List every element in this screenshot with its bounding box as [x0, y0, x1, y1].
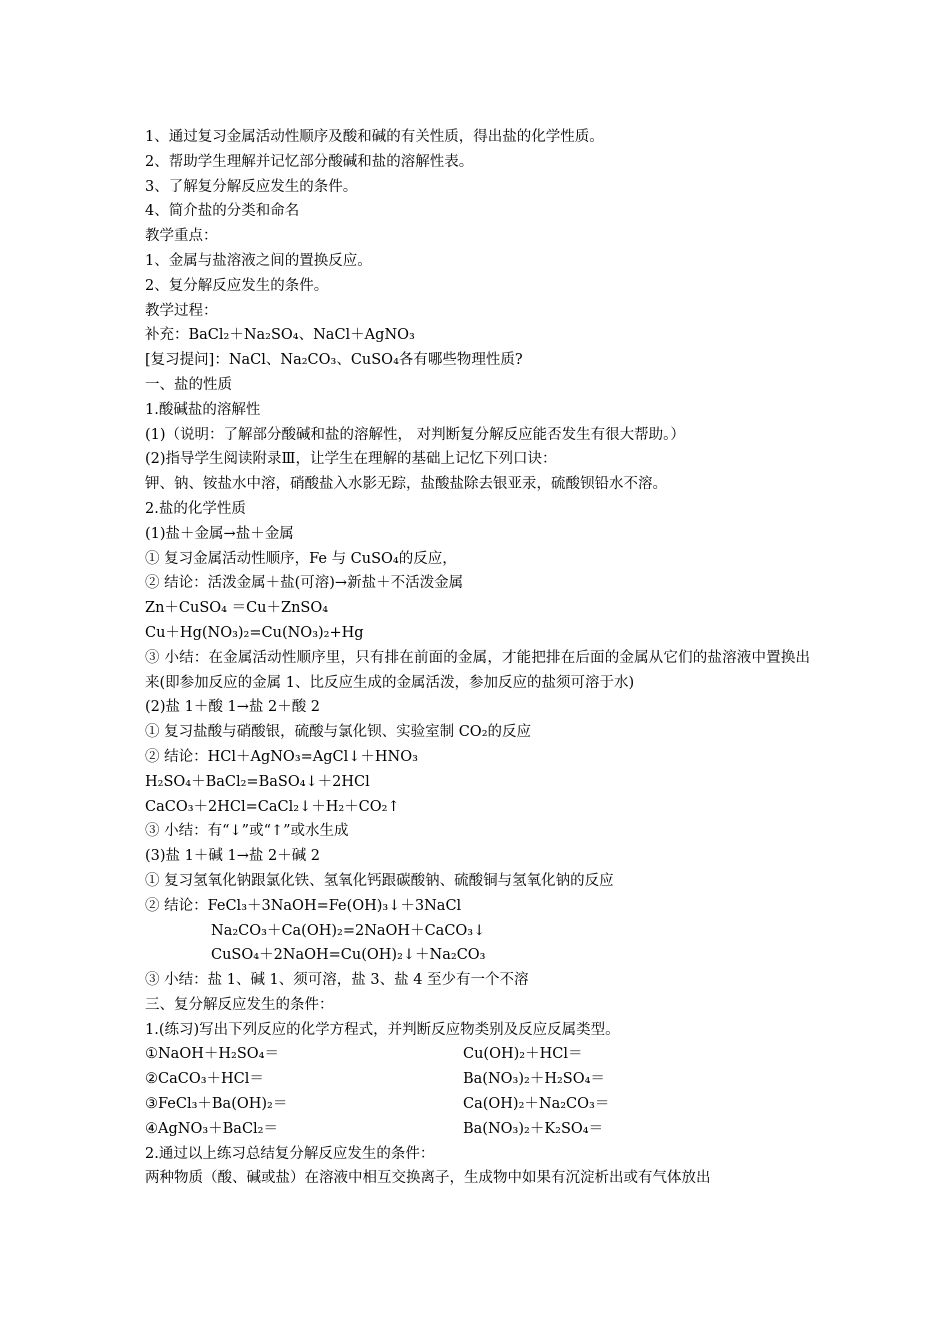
objective-3: 3、了解复分解反应发生的条件。 [145, 178, 358, 195]
reaction-1-conclusion: ② 结论：活泼金属＋盐(可溶)→新盐＋不活泼金属 [145, 575, 464, 592]
conditions-summary-heading: 2.通过以上练习总结复分解反应发生的条件： [145, 1145, 435, 1162]
exercise-right: Cu(OH)₂＋HCl＝ [463, 1046, 583, 1063]
exercise-left: ②CaCO₃＋HCl＝ [145, 1071, 264, 1088]
reaction-type-2: (2)盐 1＋酸 1→盐 2＋酸 2 [145, 699, 321, 716]
equation-zn-cuso4: Zn＋CuSO₄ ＝Cu＋ZnSO₄ [145, 600, 329, 617]
solubility-note-1: (1)（说明：了解部分酸碱和盐的溶解性， 对判断复分解反应能否发生有很大帮助。） [145, 426, 685, 443]
exercise-left: ④AgNO₃＋BaCl₂＝ [145, 1120, 278, 1137]
process-heading: 教学过程： [145, 302, 218, 319]
reaction-type-1: (1)盐＋金属→盐＋金属 [145, 525, 294, 542]
review-question: [复习提问]：NaCl、Na₂CO₃、CuSO₄各有哪些物理性质? [145, 352, 523, 369]
key-point-2: 2、复分解反应发生的条件。 [145, 277, 329, 294]
reaction-1-summary: ③ 小结：在金属活动性顺序里，只有排在前面的金属，才能把排在后面的金属从它们的盐溶液中置换出来(即参加反应的金属 1、比反应生成的金属活泼，参加反应的盐须可溶于水) [145, 649, 810, 691]
equation-cu-hgno3: Cu＋Hg(NO₃)₂=Cu(NO₃)₂+Hg [145, 624, 364, 641]
equation-na2co3-caoh2: Na₂CO₃＋Ca(OH)₂=2NaOH＋CaCO₃↓ [211, 922, 486, 939]
exercise-row [145, 1042, 810, 1067]
exercise-row [145, 1117, 810, 1142]
exercise-right: Ba(NO₃)₂＋H₂SO₄＝ [463, 1071, 605, 1088]
section-metathesis-conditions: 三、复分解反应发生的条件： [145, 996, 334, 1013]
reaction-3-conclusion: ② 结论：FeCl₃＋3NaOH=Fe(OH)₃↓＋3NaCl [145, 897, 462, 914]
section-salt-properties: 一、盐的性质 [145, 376, 232, 393]
objective-4: 4、简介盐的分类和命名 [145, 203, 300, 220]
subsection-chemical-properties: 2.盐的化学性质 [145, 500, 246, 517]
exercise-right: Ca(OH)₂＋Na₂CO₃＝ [463, 1096, 610, 1113]
equation-h2so4-bacl2: H₂SO₄＋BaCl₂=BaSO₄↓＋2HCl [145, 773, 370, 790]
reaction-3-review: ① 复习氢氧化钠跟氯化铁、氢氧化钙跟碳酸钠、硫酸铜与氢氧化钠的反应 [145, 872, 614, 889]
reaction-2-conclusion: ② 结论：HCl＋AgNO₃=AgCl↓＋HNO₃ [145, 748, 418, 765]
exercise-instruction: 1.(练习)写出下列反应的化学方程式，并判断反应物类别及反应反属类型。 [145, 1021, 620, 1038]
reaction-type-3: (3)盐 1＋碱 1→盐 2＋碱 2 [145, 848, 321, 865]
document-body [145, 125, 810, 1191]
supplement-line: 补充：BaCl₂＋Na₂SO₄、NaCl＋AgNO₃ [145, 327, 415, 344]
objective-2: 2、帮助学生理解并记忆部分酸碱和盐的溶解性表。 [145, 153, 474, 170]
equation-cuso4-naoh: CuSO₄＋2NaOH=Cu(OH)₂↓＋Na₂CO₃ [211, 947, 486, 964]
conditions-summary-text: 两种物质（酸、碱或盐）在溶液中相互交换离子，生成物中如果有沉淀析出或有气体放出 [145, 1170, 711, 1187]
exercise-right: Ba(NO₃)₂＋K₂SO₄＝ [463, 1120, 604, 1137]
exercise-left: ③FeCl₃＋Ba(OH)₂＝ [145, 1096, 288, 1113]
exercise-row [145, 1067, 810, 1092]
key-points-heading: 教学重点： [145, 228, 218, 245]
reaction-1-review: ① 复习金属活动性顺序，Fe 与 CuSO₄的反应， [145, 550, 457, 567]
reaction-2-summary: ③ 小结：有“↓”或“↑”或水生成 [145, 823, 349, 840]
key-point-1: 1、金属与盐溶液之间的置换反应。 [145, 252, 372, 269]
objective-1: 1、通过复习金属活动性顺序及酸和碱的有关性质，得出盐的化学性质。 [145, 129, 604, 145]
exercise-left: ①NaOH＋H₂SO₄＝ [145, 1046, 279, 1063]
subsection-solubility: 1.酸碱盐的溶解性 [145, 401, 261, 418]
solubility-note-2: (2)指导学生阅读附录Ⅲ，让学生在理解的基础上记忆下列口诀： [145, 451, 557, 468]
reaction-2-review: ① 复习盐酸与硝酸银，硫酸与氯化钡、实验室制 CO₂的反应 [145, 724, 532, 741]
reaction-3-summary: ③ 小结：盐 1、碱 1、须可溶，盐 3、盐 4 至少有一个不溶 [145, 972, 529, 989]
solubility-mnemonic: 钾、钠、铵盐水中溶，硝酸盐入水影无踪，盐酸盐除去银亚汞，硫酸钡铅水不溶。 [145, 476, 667, 493]
equation-caco3-hcl: CaCO₃＋2HCl=CaCl₂↓＋H₂＋CO₂↑ [145, 798, 400, 815]
exercise-row [145, 1092, 810, 1117]
